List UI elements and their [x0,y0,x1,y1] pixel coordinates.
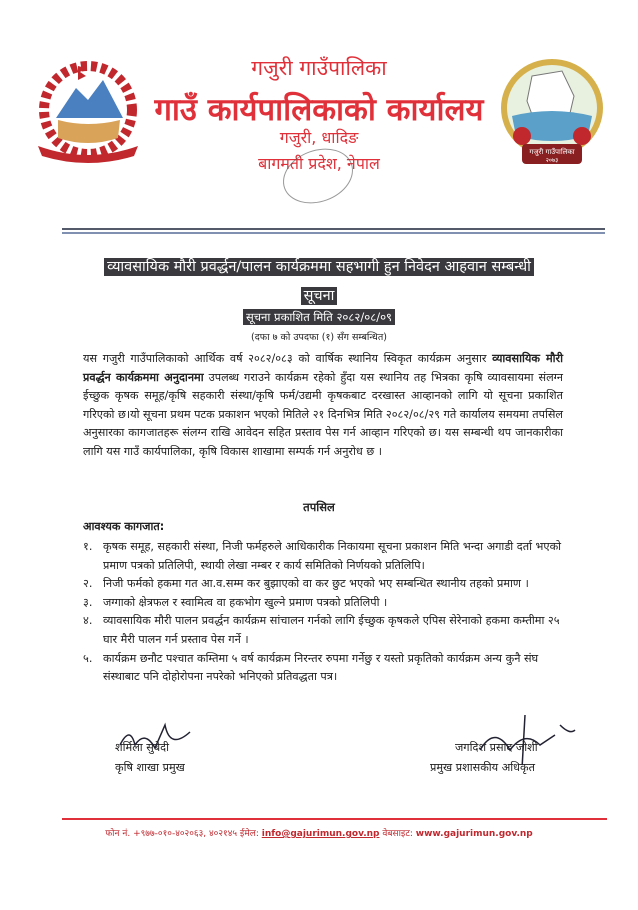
municipality-name: गजुरी गाउँपालिका [251,56,387,80]
item-text: कार्यक्रम छनौट पश्चात कम्तिमा ५ वर्ष कार्यक्रम निरन्तर रुपमा गर्नेछु र यस्तो प्रकृतिको कार्यक्रम अन्य कुनै संघ संस्थाबाट पनि दोहोरोपना नपरेको भनिएको प्रतिवद्धता पत्र। [103,651,539,684]
item-number: ५. [83,651,93,665]
legal-reference: (दफा ७ को उपदफा (१) सँग सम्बन्धित) [251,332,387,343]
body-text: उपलब्ध गराउने कार्यक्रम रहेको हुँदा यस स्थानिय तह भित्रका कृषि व्यावसायमा संलग्न ईच्छुक कृषक समूह/कृषि सहकारी संस्था/कृषि फर्म/उद्यमी कृषकबाट दरखास्त आव्हानको लागि यो सूचना प्रकाशित गरिएको छ।यो सूचना प्रथम पटक प्रकाशन भएको मितिले २१ दिनभित्र मिति २०८२/०८/२९ गते कार्यालय समयमा तपसिल अनुसारका कागजातहरू संलग्न राखि आवेदन सहित प्रस्ताव पेस गर्न आव्हान गरिएको छ। यस सम्बन्धी थप जानकारीका लागि यस गाउँ कार्यपालिका, कृषि विकास शाखामा सम्पर्क गर्न अनुरोध छ । [83,370,564,458]
item-number: ४. [83,614,93,628]
list-item [83,594,563,613]
svg-text:गजुरी गाउँपालिका: गजुरी गाउँपालिका [529,148,575,156]
list-item [83,575,563,594]
footer-divider [62,818,607,820]
documents-heading: आवश्यक कागजात: [83,520,165,533]
item-number: १. [83,540,93,553]
website-link[interactable]: www.gajurimun.gov.np [415,829,533,839]
item-text: कृषक समूह, सहकारी संस्था, निजी फर्महरुले आधिकारीक निकायमा सूचना प्रकाशन मिति भन्दा अगाडी दर्ता भएको प्रमाण पत्रको प्रतिलिपी, स्थायी लेखा नम्बर र कार्य समितिको निर्णयको प्रतिलिपि। [103,540,562,572]
website-label: वेबसाइट: [379,829,416,839]
item-text: निजी फर्मको हकमा गत आ.व.सम्म कर बुझाएको वा कर छुट भएको भए सम्बन्धित स्थानीय तहको प्रमाण । [103,577,529,591]
header-divider [62,228,605,230]
left-signature-name: शर्मिला सुबेदी [115,741,170,754]
signature-icon [115,720,195,760]
notice-body [83,350,563,462]
body-text: यस गजुरी गाउँपालिकाको आर्थिक वर्ष २०८२/०८३ को वार्षिक स्थानिय स्विकृत कार्यक्रम अनुसार [83,352,493,365]
footer-contact [0,826,638,839]
list-item [83,612,563,649]
details-heading: तपसिल [303,500,335,514]
right-signature-title: प्रमुख प्रशासकीय अधिकृत [430,761,536,774]
list-item [83,650,563,687]
item-number: २. [83,577,93,591]
body-bold-text: व्यावसायिक मौरी प्रवर्द्धन कार्यक्रममा अनुदानमा [83,352,564,384]
documents-list [83,538,563,687]
province-line: बागमती प्रदेश, नेपाल [258,154,380,173]
notice-label: सूचना [301,287,338,305]
signature-icon [470,715,580,765]
office-name: गाउँ कार्यपालिकाको कार्यालय [154,92,484,128]
item-text: व्यावसायिक मौरी पालन प्रवर्द्धन कार्यक्रम सांचालन गर्नको लागि ईच्छुक कृषकले एपिस सेरेनाको हकमा कम्तीमा २५ घार मैरी पालन गर्न प्रस्ताव पेस गर्ने । [103,614,560,646]
right-signature-name: जगदिश प्रसाद जोशी [455,741,538,754]
left-signature-title: कृषि शाखा प्रमुख [115,761,185,774]
publish-date: सूचना प्रकाशित मिति २०८२/०८/०९ [243,309,395,325]
phone-text: फोन नं. +९७७-०१०-४०२०६३, ४०२१४५ ईमेल: [105,829,262,839]
notice-title: व्यावसायिक मौरी प्रवर्द्धन/पालन कार्यक्रममा सहभागी हुन निवेदन आहवान सम्बन्धी [104,258,534,276]
email-link[interactable]: info@gajurimun.gov.np [261,829,380,839]
office-stamp [275,139,360,212]
list-item [83,538,563,575]
svg-text:२०७३: २०७३ [545,157,559,164]
item-number: ३. [83,595,93,609]
item-text: जग्गाको क्षेत्रफल र स्वामित्व वा हकभोग खुल्ने प्रमाण पत्रको प्रतिलिपी । [103,595,388,609]
address-line: गजुरी, धादिङ [279,128,359,147]
header-divider [62,232,605,234]
